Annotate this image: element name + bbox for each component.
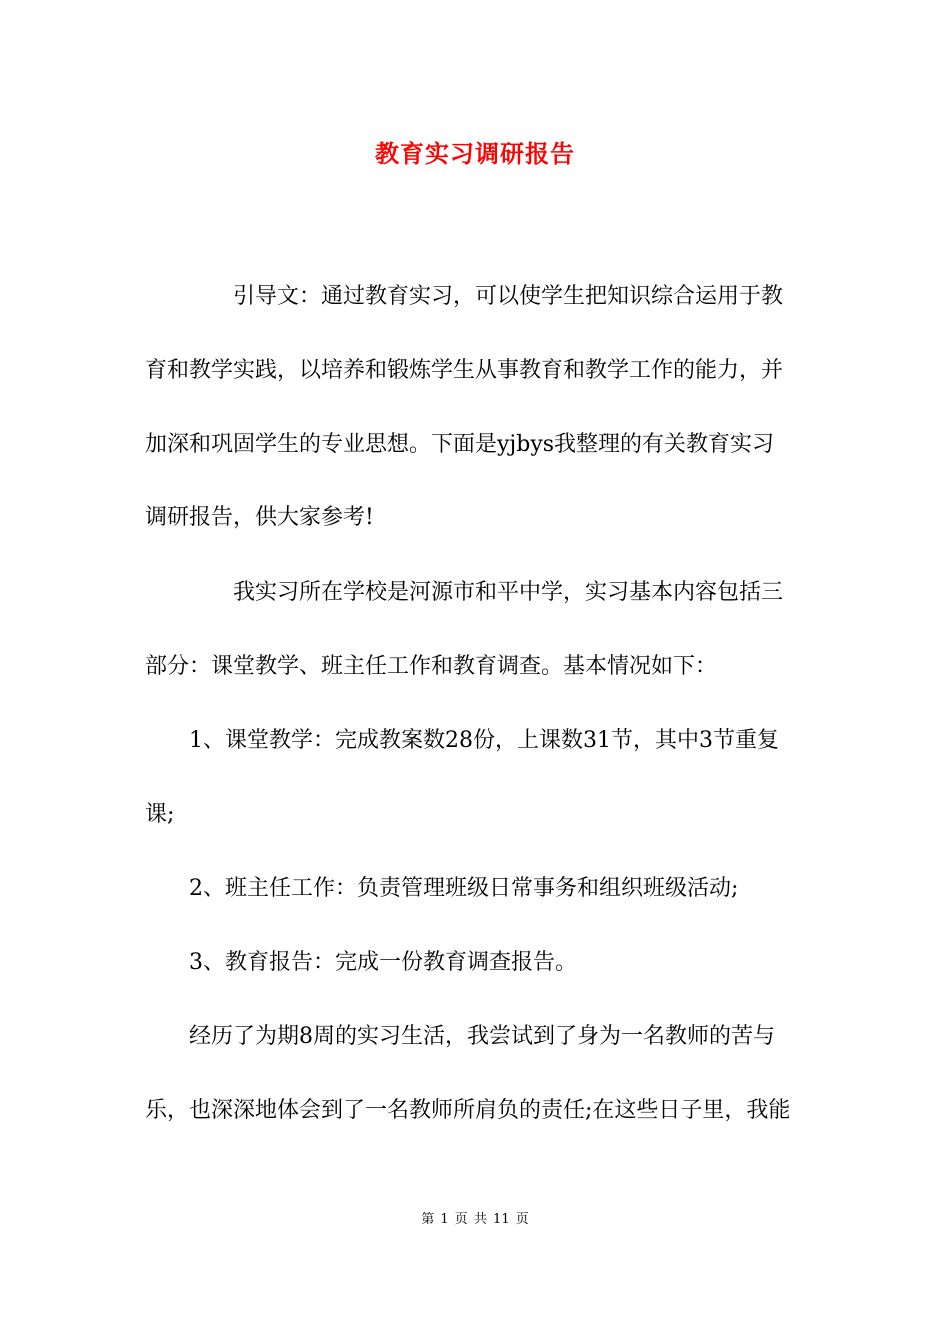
document-title: 教育实习调研报告 — [375, 139, 575, 168]
paragraph-line: 育和教学实践，以培养和锻炼学生从事教育和教学工作的能力，并 — [145, 358, 784, 383]
list-item-line: 课; — [145, 802, 175, 827]
paragraph-line: 引导文：通过教育实习，可以使学生把知识综合运用于教 — [233, 284, 784, 309]
paragraph-line: 我实习所在学校是河源市和平中学，实习基本内容包括三 — [233, 580, 784, 605]
paragraph-line: 乐，也深深地体会到了一名教师所肩负的责任;在这些日子里，我能 — [145, 1098, 791, 1123]
paragraph-line: 调研报告，供大家参考! — [145, 505, 374, 530]
list-item-line: 1、课堂教学：完成教案数28份，上课数31节，其中3节重复 — [189, 728, 779, 753]
paragraph-line: 加深和巩固学生的专业思想。下面是yjbys我整理的有关教育实习 — [145, 432, 775, 457]
page-number-footer: 第 1 页 共 11 页 — [421, 1212, 529, 1227]
paragraph-line: 经历了为期8周的实习生活，我尝试到了身为一名教师的苦与 — [189, 1024, 775, 1049]
list-item-line: 2、班主任工作：负责管理班级日常事务和组织班级活动; — [189, 876, 739, 901]
paragraph-line: 部分：课堂教学、班主任工作和教育调查。基本情况如下： — [145, 654, 718, 679]
list-item-line: 3、教育报告：完成一份教育调查报告。 — [189, 950, 577, 975]
